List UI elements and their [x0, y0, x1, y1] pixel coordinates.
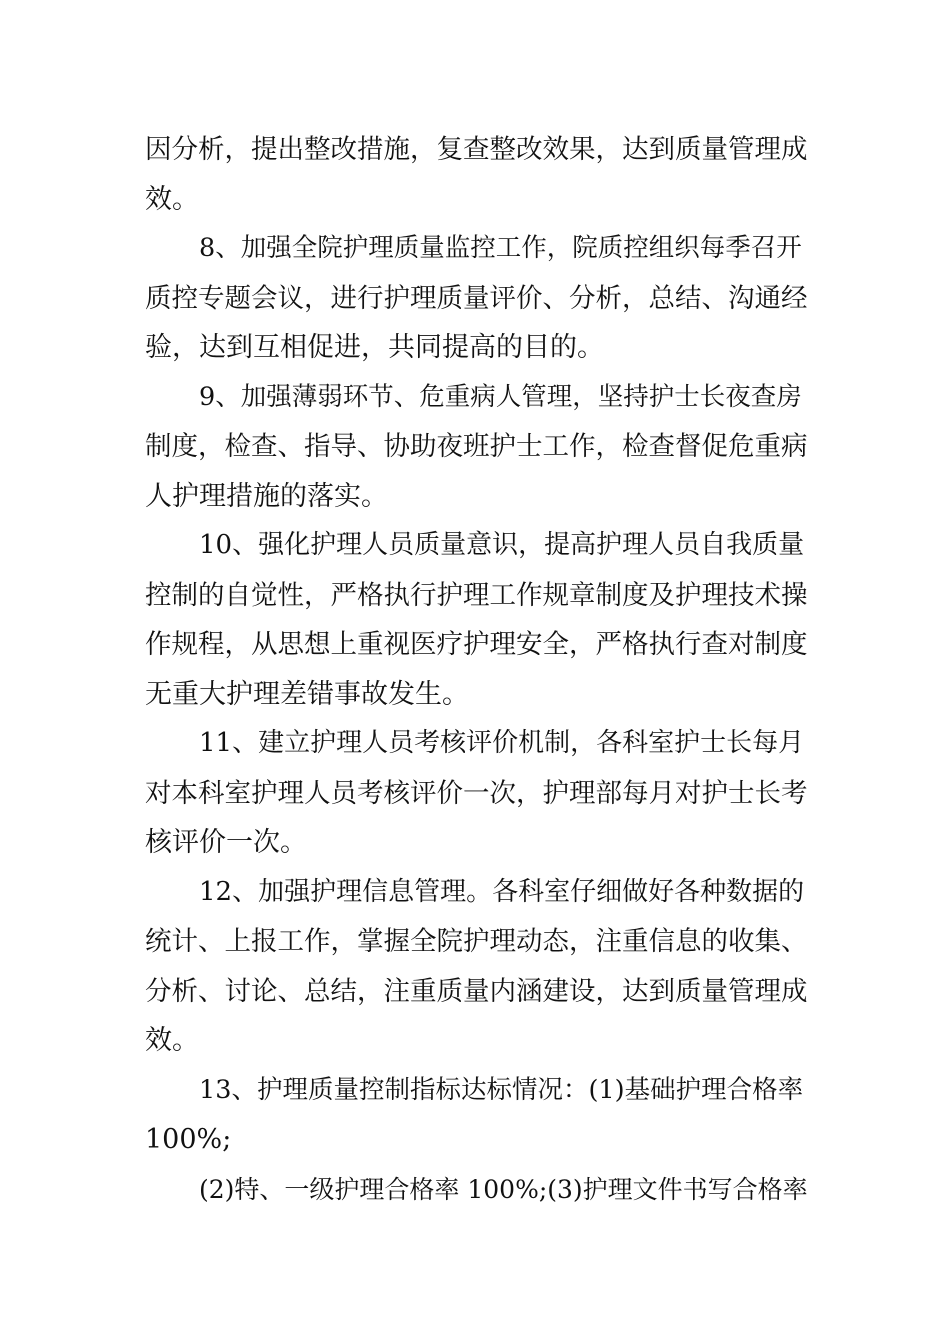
text-line: 因分析，提出整改措施，复查整改效果，达到质量管理成	[145, 134, 808, 165]
text-line: 100%;	[145, 1124, 232, 1155]
text-line: 人护理措施的落实。	[145, 480, 388, 512]
text-line: (2)特、一级护理合格率 100%;(3)护理文件书写合格率	[199, 1174, 808, 1204]
text-line: 9、加强薄弱环节、危重病人管理，坚持护士长夜查房	[199, 381, 802, 412]
document-body	[145, 125, 810, 1214]
text-line: 10、强化护理人员质量意识，提高护理人员自我质量	[199, 530, 805, 560]
text-line: 核评价一次。	[145, 827, 307, 858]
text-line: 效。	[145, 183, 199, 215]
text-line: 13、护理质量控制指标达标情况：(1)基础护理合格率	[199, 1074, 804, 1105]
text-line: 效。	[145, 1025, 199, 1056]
text-line: 8、加强全院护理质量监控工作，院质控组织每季召开	[199, 233, 802, 263]
text-line: 作规程，从思想上重视医疗护理安全，严格执行查对制度	[145, 629, 808, 660]
text-line: 对本科室护理人员考核评价一次，护理部每月对护士长考	[145, 777, 808, 809]
text-line: 11、建立护理人员考核评价机制，各科室护士长每月	[199, 728, 805, 758]
text-line: 质控专题会议，进行护理质量评价、分析，总结、沟通经	[145, 282, 808, 314]
text-line: 无重大护理差错事故发生。	[145, 678, 469, 710]
text-line: 验，达到互相促进，共同提高的目的。	[145, 332, 604, 363]
text-line: 12、加强护理信息管理。各科室仔细做好各种数据的	[199, 876, 805, 907]
text-line: 控制的自觉性，严格执行护理工作规章制度及护理技术操	[145, 579, 808, 611]
text-line: 制度，检查、指导、协助夜班护士工作，检查督促危重病	[145, 431, 808, 462]
text-line: 统计、上报工作，掌握全院护理动态，注重信息的收集、	[145, 926, 808, 957]
text-line: 分析、讨论、总结，注重质量内涵建设，达到质量管理成	[145, 975, 808, 1007]
